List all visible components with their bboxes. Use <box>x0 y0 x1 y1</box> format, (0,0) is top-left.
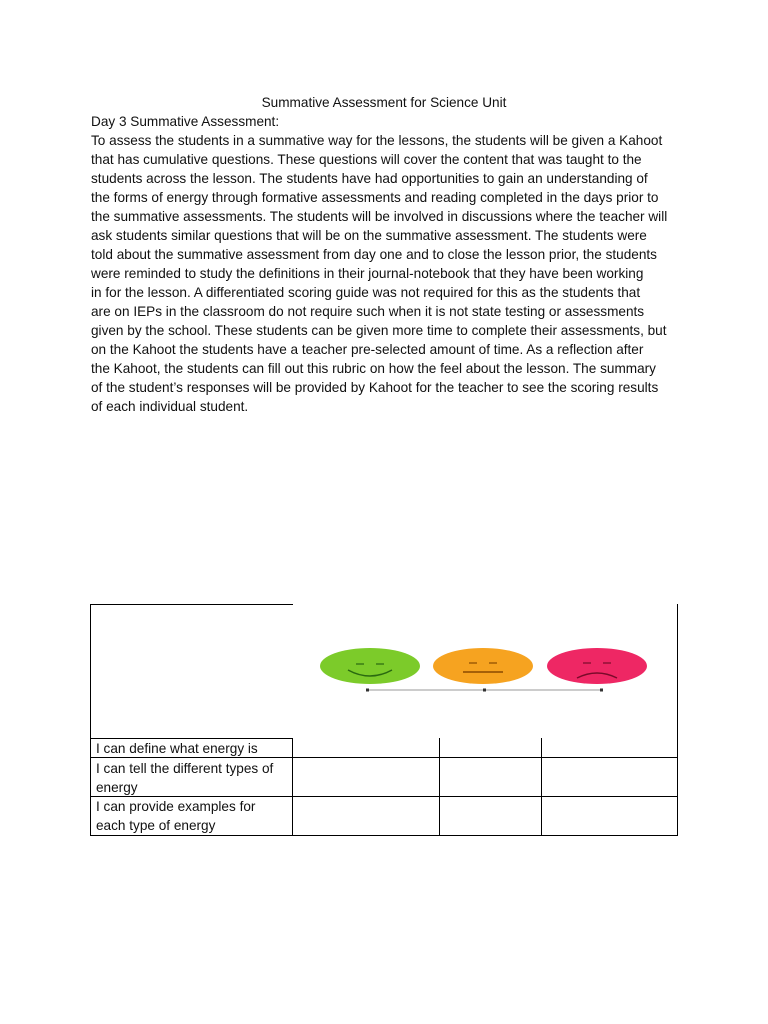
body-line: given by the school. These students can be given more time to complete their assessments, but <box>91 323 667 338</box>
body-line: in for the lesson. A differentiated scoring guide was not required for this as the students that <box>91 285 641 300</box>
body-line: of each individual student. <box>91 399 249 414</box>
happy-face-icon <box>320 648 420 684</box>
rubric-row-text: energy <box>96 780 138 795</box>
rubric-border <box>292 738 293 836</box>
body-line: of the student’s responses will be provided by Kahoot for the teacher to see the scoring results <box>91 380 659 395</box>
body-line: To assess the students in a summative way for the lessons, the students will be given a Kahoot <box>91 133 663 148</box>
body-line: ask students similar questions that will be on the summative assessment. The students were <box>91 228 647 243</box>
section-heading: Day 3 Summative Assessment: <box>91 114 280 129</box>
rubric-border <box>90 604 293 605</box>
body-line: told about the summative assessment from day one and to close the lesson prior, the students <box>91 247 657 262</box>
rubric-row-text: I can provide examples for <box>96 799 256 814</box>
rubric-border <box>90 604 91 836</box>
body-line: are on IEPs in the classroom do not require such when it is not state testing or assessments <box>91 304 645 319</box>
rubric-row-text: I can tell the different types of <box>96 761 274 776</box>
rubric-border <box>90 835 678 836</box>
rubric-border <box>541 738 542 836</box>
sad-face-icon <box>547 648 647 684</box>
rubric-border <box>677 604 678 836</box>
rubric-row-text: each type of energy <box>96 818 216 833</box>
body-line: on the Kahoot the students have a teacher pre-selected amount of time. As a reflection after <box>91 342 644 357</box>
body-line: students across the lesson. The students have had opportunities to gain an understanding of <box>91 171 648 186</box>
neutral-face-icon <box>433 648 533 684</box>
body-line: that has cumulative questions. These questions will cover the content that was taught to the <box>91 152 642 167</box>
body-line: the forms of energy through formative assessments and reading completed in the days prior to <box>91 190 659 205</box>
rubric-row-label <box>96 759 273 797</box>
document-title: Summative Assessment for Science Unit <box>261 95 507 110</box>
body-line: the summative assessments. The students will be involved in discussions where the teacher will <box>91 209 668 224</box>
scale-line <box>360 686 610 694</box>
rubric-row-label <box>96 797 255 835</box>
body-line: the Kahoot, the students can fill out this rubric on how the feel about the lesson. The summary <box>91 361 656 376</box>
rubric-border <box>439 738 440 836</box>
body-paragraph <box>91 131 691 416</box>
rubric-row-label <box>96 739 258 758</box>
body-line: were reminded to study the definitions in their journal-notebook that they have been working <box>91 266 644 281</box>
rubric-table <box>90 604 678 836</box>
rubric-row-text: I can define what energy is <box>96 741 258 756</box>
